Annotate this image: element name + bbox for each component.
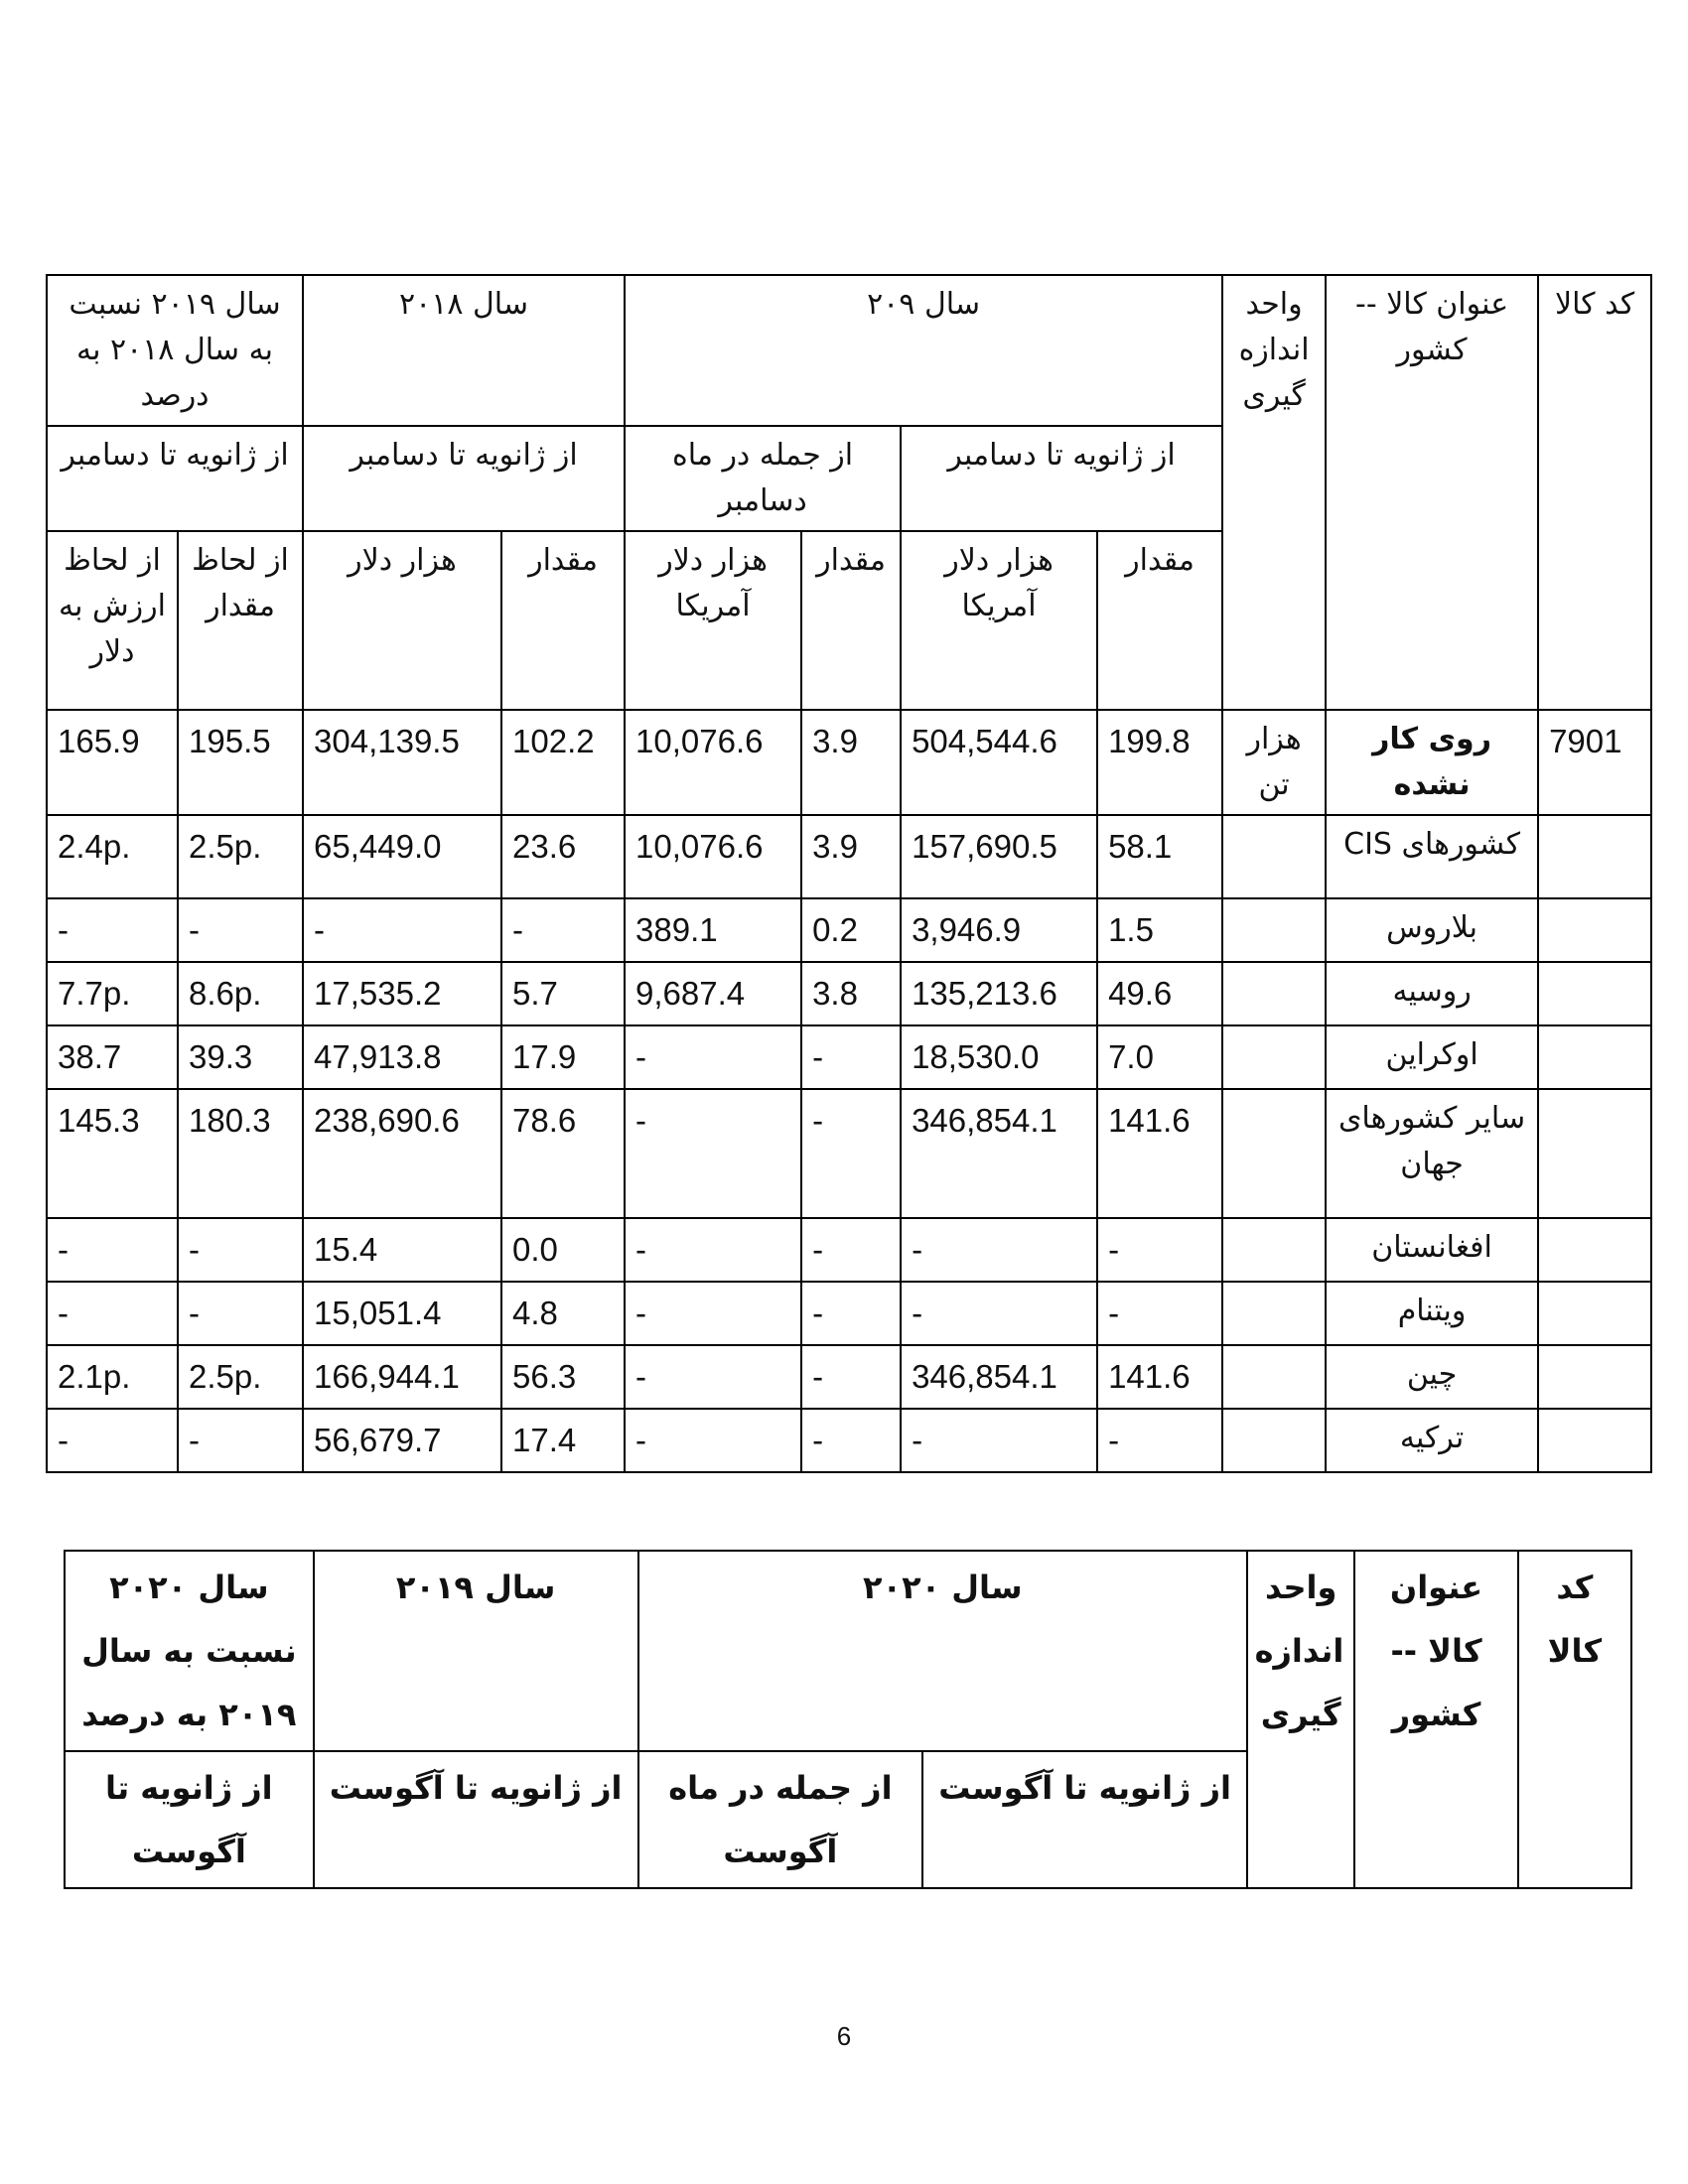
t2-header-ratio-jan-aug: از ژانویه تا آگوست bbox=[65, 1751, 314, 1888]
header-qty-2018: مقدار bbox=[501, 531, 625, 710]
t2-header-2020-august: از جمله در ماه آگوست bbox=[638, 1751, 923, 1888]
cell-ratio-qty: 39.3 bbox=[178, 1025, 303, 1089]
table-row bbox=[47, 898, 1651, 962]
cell-value-2019: 346,854.1 bbox=[901, 1089, 1097, 1218]
table-row bbox=[47, 1282, 1651, 1345]
header-value-2018: هزار دلار bbox=[303, 531, 501, 710]
t2-header-2020-jan-aug: از ژانویه تا آگوست bbox=[922, 1751, 1247, 1888]
cell-qty-2018: 17.9 bbox=[501, 1025, 625, 1089]
header-ratio-jan-dec: از ژانویه تا دسامبر bbox=[47, 426, 303, 531]
cell-value-2018: 15,051.4 bbox=[303, 1282, 501, 1345]
cell-qty-2019-dec: - bbox=[801, 1345, 901, 1409]
header-ratio: سال ۲۰۱۹ نسبت به سال ۲۰۱۸ به درصد bbox=[47, 275, 303, 426]
header-code: کد کالا bbox=[1538, 275, 1651, 710]
cell-title: ویتنام bbox=[1326, 1282, 1538, 1345]
cell-ratio-qty: 2.5p. bbox=[178, 1345, 303, 1409]
cell-title: روی کار نشده bbox=[1326, 710, 1538, 815]
cell-code bbox=[1538, 1282, 1651, 1345]
cell-unit bbox=[1222, 1218, 1326, 1282]
cell-title: بلاروس bbox=[1326, 898, 1538, 962]
header-qty-2019-dec: مقدار bbox=[801, 531, 901, 710]
header-by-qty: از لحاظ مقدار bbox=[178, 531, 303, 710]
cell-value-2019: - bbox=[901, 1218, 1097, 1282]
cell-value-2019: 157,690.5 bbox=[901, 815, 1097, 898]
cell-qty-2018: - bbox=[501, 898, 625, 962]
cell-code bbox=[1538, 1025, 1651, 1089]
cell-qty-2019: 7.0 bbox=[1097, 1025, 1222, 1089]
cell-qty-2018: 17.4 bbox=[501, 1409, 625, 1472]
cell-value-2018: 238,690.6 bbox=[303, 1089, 501, 1218]
t2-header-ratio: سال ۲۰۲۰ نسبت به سال ۲۰۱۹ به درصد bbox=[65, 1551, 314, 1751]
cell-qty-2019-dec: - bbox=[801, 1282, 901, 1345]
cell-value-2018: 47,913.8 bbox=[303, 1025, 501, 1089]
cell-qty-2019-dec: - bbox=[801, 1025, 901, 1089]
cell-value-2019-dec: 389.1 bbox=[625, 898, 801, 962]
cell-ratio-qty: 2.5p. bbox=[178, 815, 303, 898]
cell-value-2019-dec: - bbox=[625, 1218, 801, 1282]
cell-ratio-qty: 195.5 bbox=[178, 710, 303, 815]
cell-value-2019: 504,544.6 bbox=[901, 710, 1097, 815]
t2-header-title-country: عنوان کالا -- کشور bbox=[1354, 1551, 1517, 1888]
cell-code: 7901 bbox=[1538, 710, 1651, 815]
cell-qty-2019-dec: 0.2 bbox=[801, 898, 901, 962]
cell-qty-2019: 141.6 bbox=[1097, 1345, 1222, 1409]
cell-qty-2019-dec: - bbox=[801, 1218, 901, 1282]
cell-value-2018: 15.4 bbox=[303, 1218, 501, 1282]
cell-value-2018: 166,944.1 bbox=[303, 1345, 501, 1409]
table-row bbox=[47, 1409, 1651, 1472]
cell-unit bbox=[1222, 898, 1326, 962]
t2-header-unit: واحد اندازه گیری bbox=[1247, 1551, 1354, 1888]
t2-header-year-2019: سال ۲۰۱۹ bbox=[314, 1551, 638, 1751]
import-statistics-table-2020 bbox=[64, 1550, 1632, 1889]
cell-unit bbox=[1222, 962, 1326, 1025]
table-row bbox=[47, 815, 1651, 898]
cell-ratio-value: - bbox=[47, 1218, 178, 1282]
cell-unit bbox=[1222, 1025, 1326, 1089]
cell-qty-2019-dec: - bbox=[801, 1089, 901, 1218]
t2-header-year-2020: سال ۲۰۲۰ bbox=[638, 1551, 1248, 1751]
cell-code bbox=[1538, 962, 1651, 1025]
cell-ratio-qty: - bbox=[178, 1282, 303, 1345]
cell-value-2019-dec: - bbox=[625, 1025, 801, 1089]
cell-qty-2019: 141.6 bbox=[1097, 1089, 1222, 1218]
cell-qty-2019-dec: 3.8 bbox=[801, 962, 901, 1025]
cell-value-2019-dec: - bbox=[625, 1345, 801, 1409]
cell-ratio-value: - bbox=[47, 898, 178, 962]
cell-unit bbox=[1222, 1345, 1326, 1409]
cell-qty-2019: 49.6 bbox=[1097, 962, 1222, 1025]
cell-ratio-qty: - bbox=[178, 1218, 303, 1282]
cell-qty-2018: 102.2 bbox=[501, 710, 625, 815]
cell-qty-2019: 1.5 bbox=[1097, 898, 1222, 962]
cell-qty-2019-dec: 3.9 bbox=[801, 710, 901, 815]
cell-ratio-value: 38.7 bbox=[47, 1025, 178, 1089]
cell-qty-2019-dec: 3.9 bbox=[801, 815, 901, 898]
cell-value-2019: 135,213.6 bbox=[901, 962, 1097, 1025]
cell-code bbox=[1538, 815, 1651, 898]
table-row bbox=[47, 962, 1651, 1025]
header-title-country: عنوان کالا -- کشور bbox=[1326, 275, 1538, 710]
cell-title: چین bbox=[1326, 1345, 1538, 1409]
table-row bbox=[47, 1218, 1651, 1282]
cell-qty-2018: 78.6 bbox=[501, 1089, 625, 1218]
cell-value-2019-dec: - bbox=[625, 1282, 801, 1345]
cell-value-2019-dec: - bbox=[625, 1409, 801, 1472]
table-row bbox=[47, 1345, 1651, 1409]
cell-code bbox=[1538, 1345, 1651, 1409]
cell-ratio-value: - bbox=[47, 1282, 178, 1345]
header-value-2019: هزار دلار آمریکا bbox=[901, 531, 1097, 710]
cell-unit bbox=[1222, 1089, 1326, 1218]
cell-ratio-qty: 180.3 bbox=[178, 1089, 303, 1218]
cell-ratio-value: 165.9 bbox=[47, 710, 178, 815]
table-row bbox=[47, 710, 1651, 815]
t2-header-2019-jan-aug: از ژانویه تا آگوست bbox=[314, 1751, 638, 1888]
cell-qty-2018: 0.0 bbox=[501, 1218, 625, 1282]
cell-title: کشورهای CIS bbox=[1326, 815, 1538, 898]
cell-ratio-qty: - bbox=[178, 898, 303, 962]
table-row bbox=[47, 1025, 1651, 1089]
header-year-2018: سال ۲۰۱۸ bbox=[303, 275, 625, 426]
cell-unit bbox=[1222, 815, 1326, 898]
cell-ratio-value: 145.3 bbox=[47, 1089, 178, 1218]
cell-value-2019-dec: 9,687.4 bbox=[625, 962, 801, 1025]
cell-value-2019: 3,946.9 bbox=[901, 898, 1097, 962]
cell-title: اوکراین bbox=[1326, 1025, 1538, 1089]
table-row bbox=[47, 1089, 1651, 1218]
cell-qty-2019: 199.8 bbox=[1097, 710, 1222, 815]
cell-value-2019: - bbox=[901, 1282, 1097, 1345]
cell-code bbox=[1538, 1218, 1651, 1282]
header-unit: واحد اندازه گیری bbox=[1222, 275, 1326, 710]
cell-title: افغانستان bbox=[1326, 1218, 1538, 1282]
cell-qty-2019-dec: - bbox=[801, 1409, 901, 1472]
cell-code bbox=[1538, 898, 1651, 962]
cell-value-2019-dec: 10,076.6 bbox=[625, 710, 801, 815]
cell-qty-2019: - bbox=[1097, 1218, 1222, 1282]
cell-value-2019-dec: 10,076.6 bbox=[625, 815, 801, 898]
t2-header-code: کد کالا bbox=[1518, 1551, 1631, 1888]
cell-value-2018: - bbox=[303, 898, 501, 962]
cell-ratio-value: 2.1p. bbox=[47, 1345, 178, 1409]
cell-value-2019-dec: - bbox=[625, 1089, 801, 1218]
header-2019-december: از جمله در ماه دسامبر bbox=[625, 426, 901, 531]
cell-unit: هزار تن bbox=[1222, 710, 1326, 815]
cell-qty-2018: 4.8 bbox=[501, 1282, 625, 1345]
header-2018-jan-dec: از ژانویه تا دسامبر bbox=[303, 426, 625, 531]
cell-code bbox=[1538, 1089, 1651, 1218]
page-number: 6 bbox=[836, 2021, 852, 2051]
cell-qty-2018: 5.7 bbox=[501, 962, 625, 1025]
header-by-value: از لحاظ ارزش به دلار bbox=[47, 531, 178, 710]
cell-value-2018: 56,679.7 bbox=[303, 1409, 501, 1472]
header-2019-jan-dec: از ژانویه تا دسامبر bbox=[901, 426, 1222, 531]
cell-unit bbox=[1222, 1282, 1326, 1345]
cell-ratio-qty: - bbox=[178, 1409, 303, 1472]
cell-title: ترکیه bbox=[1326, 1409, 1538, 1472]
header-year-2019: سال ۲۰۹ bbox=[625, 275, 1222, 426]
cell-ratio-value: 2.4p. bbox=[47, 815, 178, 898]
header-qty-2019: مقدار bbox=[1097, 531, 1222, 710]
cell-value-2018: 304,139.5 bbox=[303, 710, 501, 815]
cell-value-2019: - bbox=[901, 1409, 1097, 1472]
cell-value-2018: 65,449.0 bbox=[303, 815, 501, 898]
cell-qty-2018: 23.6 bbox=[501, 815, 625, 898]
cell-qty-2018: 56.3 bbox=[501, 1345, 625, 1409]
cell-ratio-value: - bbox=[47, 1409, 178, 1472]
cell-value-2019: 18,530.0 bbox=[901, 1025, 1097, 1089]
cell-qty-2019: 58.1 bbox=[1097, 815, 1222, 898]
header-value-2019-dec: هزار دلار آمریکا bbox=[625, 531, 801, 710]
cell-title: روسیه bbox=[1326, 962, 1538, 1025]
cell-value-2019: 346,854.1 bbox=[901, 1345, 1097, 1409]
cell-unit bbox=[1222, 1409, 1326, 1472]
import-statistics-table-2019 bbox=[46, 274, 1652, 1473]
cell-ratio-value: 7.7p. bbox=[47, 962, 178, 1025]
cell-qty-2019: - bbox=[1097, 1409, 1222, 1472]
cell-code bbox=[1538, 1409, 1651, 1472]
cell-qty-2019: - bbox=[1097, 1282, 1222, 1345]
cell-value-2018: 17,535.2 bbox=[303, 962, 501, 1025]
cell-title: سایر کشورهای جهان bbox=[1326, 1089, 1538, 1218]
cell-ratio-qty: 8.6p. bbox=[178, 962, 303, 1025]
